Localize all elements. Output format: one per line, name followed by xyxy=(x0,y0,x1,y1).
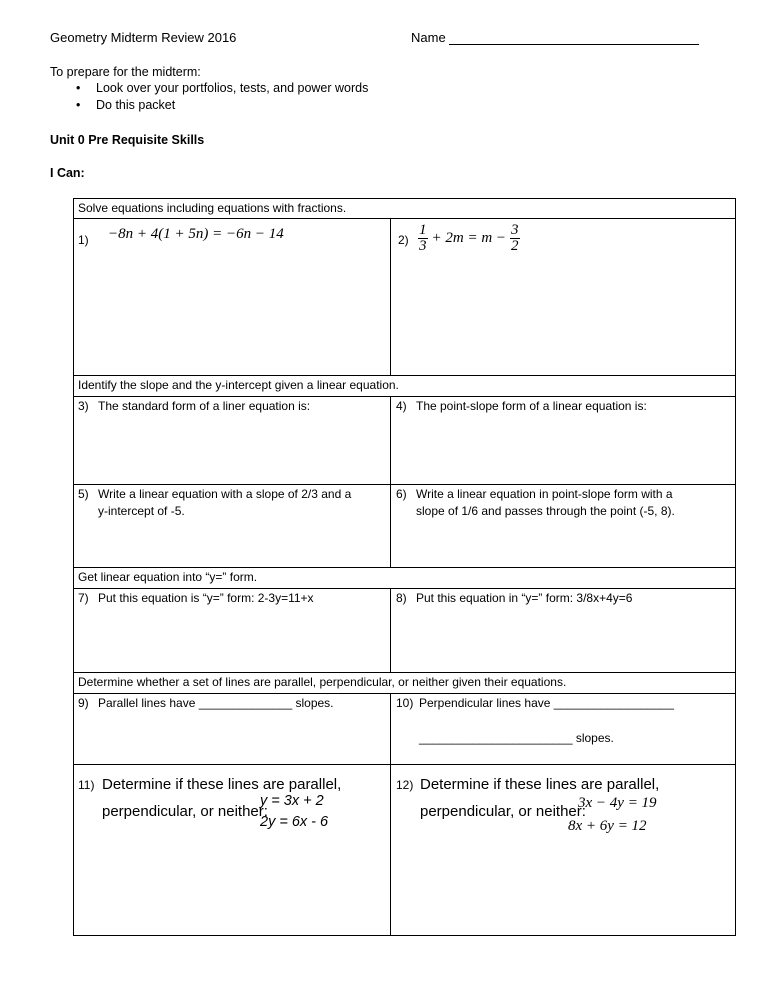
column-divider xyxy=(390,218,391,375)
document-title: Geometry Midterm Review 2016 xyxy=(50,30,237,45)
column-divider xyxy=(390,396,391,567)
divider xyxy=(73,396,736,397)
divider xyxy=(73,764,736,765)
bullet-item: • Do this packet xyxy=(76,97,368,114)
q12-prompt-line2: perpendicular, or neither: xyxy=(420,803,586,820)
question-number: 2) xyxy=(398,233,409,247)
name-field[interactable] xyxy=(411,30,699,45)
question-11: 11) Determine if these lines are parallel, xyxy=(78,776,342,793)
question-5: 5) Write a linear equation with a slope of 2/3 and a y-intercept of -5. xyxy=(78,487,352,518)
q12-equation-1: 3x − 4y = 19 xyxy=(578,795,657,811)
q2-equation: $\frac{1}{3}$ + 2m = m − $\frac{3}{2}$ xyxy=(419,221,519,254)
intro-bullet-list xyxy=(76,80,368,114)
divider xyxy=(73,672,736,673)
divider xyxy=(73,218,736,219)
name-blank-line[interactable] xyxy=(449,31,699,45)
question-6: 6) Write a linear equation in point-slope form with a slope of 1/6 and passes through the point (-5, 8). xyxy=(396,487,675,518)
i-can-label: I Can: xyxy=(50,166,85,180)
column-divider xyxy=(390,693,391,935)
q11-equation-2: 2y = 6x - 6 xyxy=(260,814,329,830)
question-number: 1) xyxy=(78,233,89,247)
question-12: 12) Determine if these lines are parallel, xyxy=(396,776,660,793)
fraction: $\frac{1}{3}$ xyxy=(419,221,427,254)
divider xyxy=(73,693,736,694)
fraction: $\frac{3}{2}$ xyxy=(511,221,519,254)
question-8: 8) Put this equation in “y=” form: 3/8x+4y=6 xyxy=(396,591,633,605)
question-4: 4) The point-slope form of a linear equation is: xyxy=(396,399,647,413)
q1-equation: −8n + 4(1 + 5n) = −6n − 14 xyxy=(108,226,284,242)
column-divider xyxy=(390,588,391,672)
intro-text: To prepare for the midterm: xyxy=(50,65,201,79)
divider xyxy=(73,588,736,589)
section-heading-y-form: Get linear equation into “y=” form. xyxy=(78,570,258,584)
name-label: Name xyxy=(411,30,446,45)
bullet-item: • Look over your portfolios, tests, and power words xyxy=(76,80,368,97)
section-heading-parallel: Determine whether a set of lines are parallel, perpendicular, or neither given their equations. xyxy=(78,675,567,689)
question-9: 9) Parallel lines have ______________ slopes. xyxy=(78,696,334,710)
divider xyxy=(73,567,736,568)
section-heading-slope: Identify the slope and the y-intercept given a linear equation. xyxy=(78,378,399,392)
q11-prompt-line2: perpendicular, or neither: xyxy=(102,803,268,820)
question-10: 10) Perpendicular lines have __________________ xyxy=(396,696,674,710)
q12-equation-2: 8x + 6y = 12 xyxy=(568,818,647,834)
divider xyxy=(73,375,736,376)
question-3: 3) The standard form of a liner equation is: xyxy=(78,399,311,413)
divider xyxy=(73,484,736,485)
q11-equation-1: y = 3x + 2 xyxy=(260,793,324,809)
question-10-line2: _______________________ slopes. xyxy=(419,731,614,745)
section-heading-solve: Solve equations including equations with fractions. xyxy=(78,201,347,215)
question-7: 7) Put this equation is “y=” form: 2-3y=11+x xyxy=(78,591,314,605)
unit-title: Unit 0 Pre Requisite Skills xyxy=(50,133,205,147)
